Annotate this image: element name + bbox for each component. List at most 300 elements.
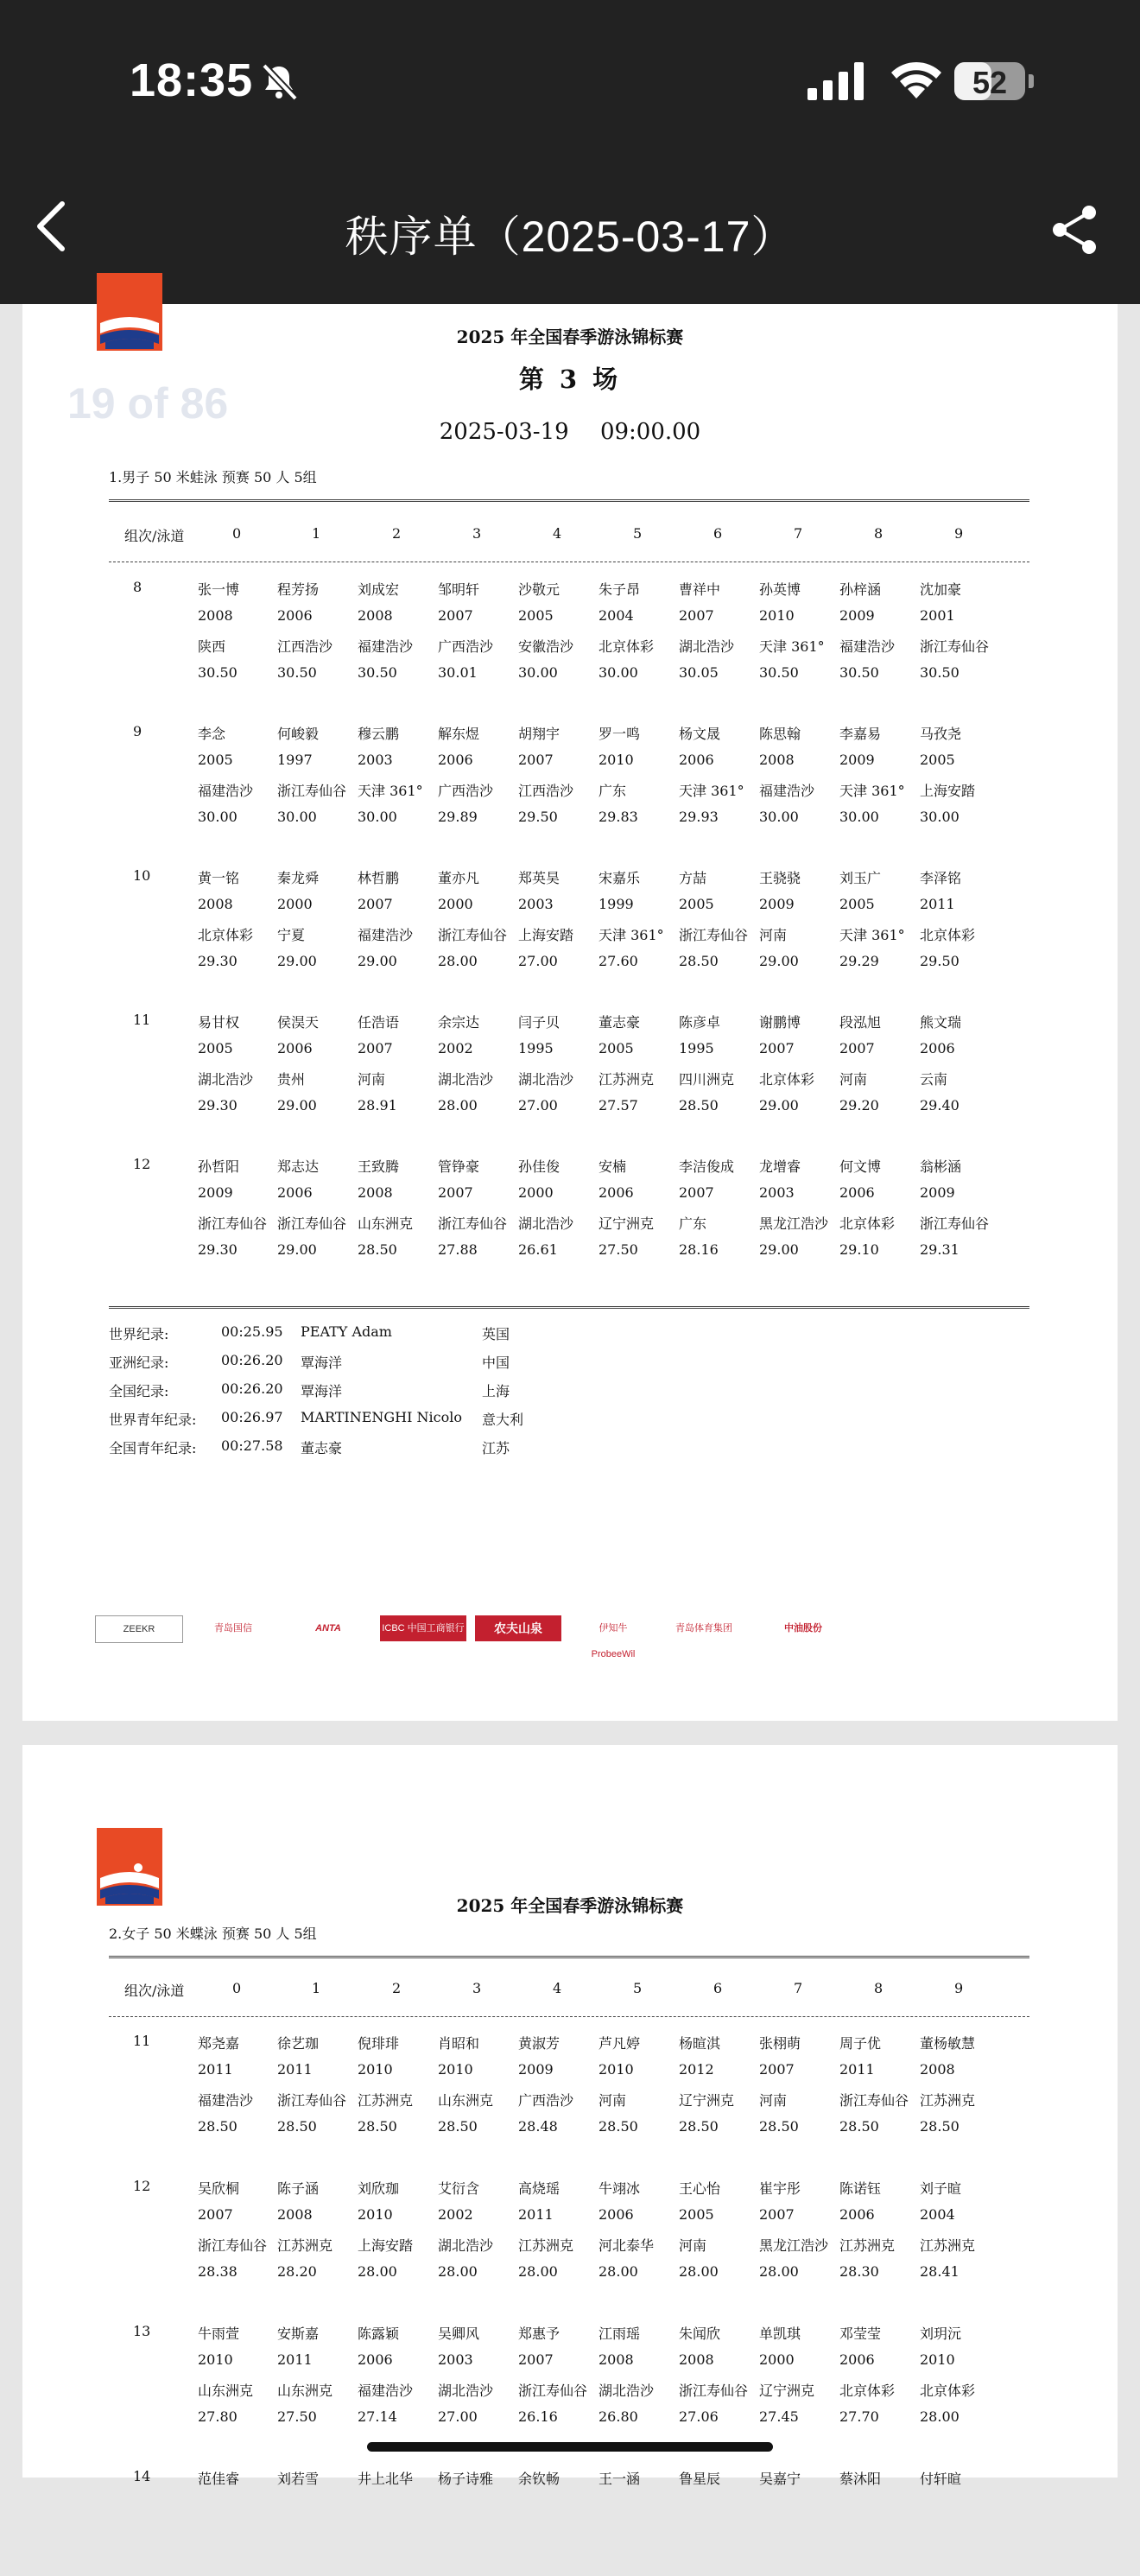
lane-number-7: 7 <box>794 525 803 542</box>
document-page-1 <box>22 304 1118 1721</box>
lane-1-swimmer-name: 刘若雪 <box>277 2471 320 2487</box>
lane-9-team: 江苏洲克 <box>920 2092 976 2109</box>
lane-1-birth-year: 2006 <box>277 1184 313 1201</box>
lane-7-entry-time: 30.00 <box>759 809 799 825</box>
lane-9-swimmer-name: 沈加豪 <box>920 581 962 598</box>
lane-2-swimmer-name: 穆云鹏 <box>358 726 400 742</box>
lane-8-swimmer-name: 陈诺钰 <box>839 2180 882 2197</box>
record-time: 00:27.58 <box>221 1437 283 1454</box>
lane-6-swimmer-name: 朱闻欣 <box>679 2325 721 2342</box>
lane-1-entry-time: 29.00 <box>277 1097 317 1114</box>
lane-0-entry-time: 29.30 <box>198 1097 238 1114</box>
lane-8-team: 北京体彩 <box>839 1215 896 1232</box>
lane-7-team: 黑龙江浩沙 <box>759 2237 829 2254</box>
lane-0-birth-year: 2008 <box>198 607 233 624</box>
lane-0-team: 北京体彩 <box>198 927 254 943</box>
record-type: 亚洲纪录: <box>109 1355 169 1371</box>
lane-9-team: 江苏洲克 <box>920 2237 976 2254</box>
record-time: 00:26.20 <box>221 1380 283 1397</box>
lane-5-team: 河南 <box>598 2092 627 2109</box>
sponsor-logo: ANTA <box>315 1623 341 1634</box>
lane-4-birth-year: 2003 <box>518 896 554 912</box>
lane-9-swimmer-name: 李泽铭 <box>920 870 962 886</box>
sponsor-logo: 青岛体育集团 <box>675 1623 732 1634</box>
lane-8-team: 天津 361° <box>839 927 905 943</box>
heat-12-birth-year-row <box>22 1184 1118 1207</box>
lane-6-entry-time: 28.16 <box>679 1241 719 1258</box>
lane-0-team: 陕西 <box>198 638 226 655</box>
lane-2-entry-time: 28.91 <box>358 1097 397 1114</box>
page-title: 秩序单（2025-03-17） <box>345 213 795 261</box>
heat-11-entry-time-row <box>22 2118 1118 2141</box>
lane-3-birth-year: 2002 <box>438 2206 473 2223</box>
lane-number-3: 3 <box>472 1980 482 1996</box>
lane-6-team: 河南 <box>679 2237 707 2254</box>
lane-6-entry-time: 28.50 <box>679 1097 719 1114</box>
record-holder: 董志豪 <box>301 1440 343 1456</box>
lane-9-entry-time: 30.50 <box>920 664 960 681</box>
dashed-rule <box>109 2016 1029 2017</box>
lane-3-entry-time: 30.01 <box>438 664 478 681</box>
header-heat-lane-label: 组次/泳道 <box>124 528 185 544</box>
lane-7-entry-time: 29.00 <box>759 953 799 969</box>
lane-5-birth-year: 2008 <box>598 2351 634 2368</box>
lane-9-entry-time: 28.00 <box>920 2408 960 2425</box>
lane-9-team: 北京体彩 <box>920 927 976 943</box>
lane-4-entry-time: 27.00 <box>518 953 558 969</box>
event-title: 2.女子 50 米蝶泳 预赛 50 人 5组 <box>109 1926 317 1942</box>
lane-7-birth-year: 2009 <box>759 896 795 912</box>
lane-9-birth-year: 2001 <box>920 607 955 624</box>
lane-0-entry-time: 27.80 <box>198 2408 238 2425</box>
record-holder: PEATY Adam <box>301 1323 392 1340</box>
record-country: 英国 <box>482 1326 510 1342</box>
lane-0-birth-year: 2007 <box>198 2206 233 2223</box>
lane-9-team: 上海安踏 <box>920 783 976 799</box>
lane-6-birth-year: 2005 <box>679 2206 714 2223</box>
lane-8-swimmer-name: 孙梓涵 <box>839 581 882 598</box>
sponsor-bar <box>95 1615 872 1659</box>
heat-9-entry-time-row <box>22 809 1118 831</box>
lane-1-entry-time: 27.50 <box>277 2408 317 2425</box>
heat-12-team-row <box>22 1213 1118 1235</box>
lane-6-birth-year: 2007 <box>679 1184 714 1201</box>
lane-6-team: 广东 <box>679 1215 707 1232</box>
lane-6-birth-year: 2006 <box>679 752 714 768</box>
record-type: 全国纪录: <box>109 1383 169 1399</box>
heat-12-birth-year-row <box>22 2206 1118 2229</box>
lane-1-team: 宁夏 <box>277 927 306 943</box>
lane-1-swimmer-name: 程芳扬 <box>277 581 320 598</box>
heat-9-swimmer-name-row <box>22 723 1118 746</box>
lane-0-entry-time: 30.00 <box>198 809 238 825</box>
lane-8-entry-time: 30.00 <box>839 809 879 825</box>
lane-2-birth-year: 2003 <box>358 752 393 768</box>
lane-7-birth-year: 2007 <box>759 1040 795 1056</box>
lane-0-entry-time: 29.30 <box>198 953 238 969</box>
lane-2-birth-year: 2008 <box>358 607 393 624</box>
lane-8-swimmer-name: 段泓旭 <box>839 1014 882 1031</box>
heat-12-entry-time-row <box>22 1241 1118 1264</box>
heat-11-team-row <box>22 2090 1118 2112</box>
heat-8-swimmer-name-row <box>22 579 1118 601</box>
lane-3-entry-time: 28.00 <box>438 953 478 969</box>
lane-4-team: 江西浩沙 <box>518 783 574 799</box>
lane-6-birth-year: 2005 <box>679 896 714 912</box>
lane-6-swimmer-name: 曹祥中 <box>679 581 721 598</box>
heat-14-birth-year-row <box>22 2497 1118 2519</box>
event-title: 1.男子 50 米蛙泳 预赛 50 人 5组 <box>109 469 317 485</box>
heat-number: 13 <box>133 2323 151 2339</box>
lane-3-team: 广西浩沙 <box>438 783 494 799</box>
heat-number: 11 <box>133 1012 151 1028</box>
lane-7-team: 福建浩沙 <box>759 783 815 799</box>
lane-2-swimmer-name: 王致腾 <box>358 1158 400 1175</box>
lane-2-entry-time: 27.14 <box>358 2408 397 2425</box>
lane-7-team: 辽宁洲克 <box>759 2382 815 2399</box>
lane-9-entry-time: 29.31 <box>920 1241 960 1258</box>
lane-5-entry-time: 28.50 <box>598 2118 638 2135</box>
lane-number-6: 6 <box>713 1980 723 1996</box>
lane-5-entry-time: 27.60 <box>598 953 638 969</box>
lane-1-team: 浙江寿仙谷 <box>277 1215 347 1232</box>
lane-7-entry-time: 30.50 <box>759 664 799 681</box>
lane-2-birth-year: 2010 <box>358 2061 393 2078</box>
record-country: 中国 <box>482 1355 510 1371</box>
lane-5-birth-year: 2005 <box>598 1040 634 1056</box>
lane-3-entry-time: 27.00 <box>438 2408 478 2425</box>
lane-7-birth-year: 2007 <box>759 2206 795 2223</box>
lane-0-entry-time: 28.38 <box>198 2263 238 2280</box>
lane-0-birth-year: 2011 <box>198 2061 233 2078</box>
lane-0-swimmer-name: 吴欣桐 <box>198 2180 240 2197</box>
heat-14-entry-time-row <box>22 2554 1118 2576</box>
lane-8-birth-year: 2006 <box>839 2206 875 2223</box>
lane-number-8: 8 <box>874 1980 884 1996</box>
record-holder: 覃海洋 <box>301 1355 343 1371</box>
lane-5-team: 江苏洲克 <box>598 1071 655 1088</box>
lane-4-birth-year: 2007 <box>518 2351 554 2368</box>
lane-3-entry-time: 28.50 <box>438 2118 478 2135</box>
lane-9-birth-year: 2005 <box>920 752 955 768</box>
lane-5-swimmer-name: 王一涵 <box>598 2471 641 2487</box>
lane-8-birth-year: 2009 <box>839 607 875 624</box>
lane-0-entry-time: 29.30 <box>198 1241 238 1258</box>
record-holder: 覃海洋 <box>301 1383 343 1399</box>
lane-3-team: 浙江寿仙谷 <box>438 1215 508 1232</box>
lane-1-entry-time: 30.50 <box>277 664 317 681</box>
heat-11-swimmer-name-row <box>22 2033 1118 2055</box>
lane-6-entry-time: 28.50 <box>679 2118 719 2135</box>
lane-7-team: 河南 <box>759 2092 788 2109</box>
lane-2-team: 河南 <box>358 1071 386 1088</box>
lane-0-entry-time: 28.50 <box>198 2118 238 2135</box>
lane-8-team: 江苏洲克 <box>839 2237 896 2254</box>
lane-8-swimmer-name: 邓莹莹 <box>839 2325 882 2342</box>
lane-1-birth-year: 2006 <box>277 1040 313 1056</box>
lane-7-swimmer-name: 陈思翰 <box>759 726 801 742</box>
lane-6-team: 浙江寿仙谷 <box>679 927 749 943</box>
lane-7-team: 河南 <box>759 927 788 943</box>
lane-5-entry-time: 27.50 <box>598 1241 638 1258</box>
heat-12-swimmer-name-row <box>22 1156 1118 1178</box>
lane-5-entry-time: 27.57 <box>598 1097 638 1114</box>
record-time: 00:25.95 <box>221 1323 283 1340</box>
status-time: 18:35 <box>130 54 254 106</box>
heat-10-entry-time-row <box>22 953 1118 975</box>
lane-9-swimmer-name: 刘子暄 <box>920 2180 962 2197</box>
record-type: 世界青年纪录: <box>109 1412 197 1428</box>
lane-4-birth-year: 2007 <box>518 752 554 768</box>
lane-3-team: 湖北浩沙 <box>438 2237 494 2254</box>
lane-6-entry-time: 28.00 <box>679 2263 719 2280</box>
lane-8-swimmer-name: 蔡沐阳 <box>839 2471 882 2487</box>
lane-7-entry-time: 27.45 <box>759 2408 799 2425</box>
heat-11-swimmer-name-row <box>22 1012 1118 1034</box>
lane-2-swimmer-name: 井上北华 <box>358 2471 414 2487</box>
lane-6-team: 辽宁洲克 <box>679 2092 735 2109</box>
lane-4-entry-time: 26.16 <box>518 2408 558 2425</box>
double-rule <box>109 1956 1029 1958</box>
heat-10-birth-year-row <box>22 896 1118 918</box>
lane-3-swimmer-name: 吴卿风 <box>438 2325 480 2342</box>
heat-9-birth-year-row <box>22 752 1118 774</box>
lane-2-team: 上海安踏 <box>358 2237 414 2254</box>
lane-3-entry-time: 29.89 <box>438 809 478 825</box>
record-time: 00:26.20 <box>221 1352 283 1368</box>
lane-7-entry-time: 29.00 <box>759 1241 799 1258</box>
header-heat-lane-label: 组次/泳道 <box>124 1983 185 1999</box>
lane-0-swimmer-name: 孙哲阳 <box>198 1158 240 1175</box>
lane-1-birth-year: 2011 <box>277 2351 313 2368</box>
lane-3-entry-time: 28.00 <box>438 1097 478 1114</box>
record-holder: MARTINENGHI Nicolo <box>301 1409 462 1425</box>
lane-9-team: 云南 <box>920 1071 948 1088</box>
lane-7-swimmer-name: 谢鹏博 <box>759 1014 801 1031</box>
lane-1-swimmer-name: 秦龙舜 <box>277 870 320 886</box>
lane-0-team: 浙江寿仙谷 <box>198 2237 268 2254</box>
lane-9-team: 浙江寿仙谷 <box>920 638 990 655</box>
lane-header-row <box>22 1980 1118 2002</box>
lane-4-entry-time: 27.00 <box>518 1097 558 1114</box>
lane-3-swimmer-name: 管铮豪 <box>438 1158 480 1175</box>
lane-3-team: 广西浩沙 <box>438 638 494 655</box>
lane-3-swimmer-name: 解东煜 <box>438 726 480 742</box>
lane-5-swimmer-name: 罗一鸣 <box>598 726 641 742</box>
lane-3-swimmer-name: 杨子诗雅 <box>438 2471 494 2487</box>
lane-4-team: 江苏洲克 <box>518 2237 574 2254</box>
lane-1-swimmer-name: 陈子涵 <box>277 2180 320 2197</box>
lane-8-team: 浙江寿仙谷 <box>839 2092 909 2109</box>
lane-number-4: 4 <box>553 1980 562 1996</box>
heat-10-team-row <box>22 924 1118 947</box>
heat-14-swimmer-name-row <box>22 2468 1118 2490</box>
lane-7-birth-year: 2000 <box>759 2351 795 2368</box>
double-rule <box>109 1306 1029 1309</box>
lane-2-team: 福建浩沙 <box>358 927 414 943</box>
lane-8-swimmer-name: 李嘉易 <box>839 726 882 742</box>
lane-2-entry-time: 28.50 <box>358 2118 397 2135</box>
lane-1-swimmer-name: 何峻毅 <box>277 726 320 742</box>
lane-5-team: 湖北浩沙 <box>598 2382 655 2399</box>
sponsor-logo: 中油股份 <box>784 1623 822 1634</box>
lane-2-team: 山东洲克 <box>358 1215 414 1232</box>
lane-8-birth-year: 2006 <box>839 1184 875 1201</box>
heat-number: 8 <box>133 579 142 595</box>
lane-2-swimmer-name: 刘成宏 <box>358 581 400 598</box>
lane-0-entry-time: 30.50 <box>198 664 238 681</box>
lane-9-birth-year: 2011 <box>920 896 955 912</box>
lane-7-swimmer-name: 崔宇彤 <box>759 2180 801 2197</box>
lane-5-team: 北京体彩 <box>598 638 655 655</box>
lane-2-birth-year: 2008 <box>358 1184 393 1201</box>
lane-8-entry-time: 29.10 <box>839 1241 879 1258</box>
lane-2-birth-year: 2006 <box>358 2351 393 2368</box>
lane-7-team: 北京体彩 <box>759 1071 815 1088</box>
sponsor-logo: 伊知牛 ProbeeWil <box>591 1623 636 1659</box>
sponsor-logo: 青岛国信 <box>214 1623 252 1634</box>
lane-7-swimmer-name: 吴嘉宁 <box>759 2471 801 2487</box>
double-rule <box>109 499 1029 502</box>
lane-8-birth-year: 2011 <box>839 2061 875 2078</box>
lane-4-birth-year: 2011 <box>518 2206 554 2223</box>
lane-4-swimmer-name: 高烧瑶 <box>518 2180 560 2197</box>
lane-2-birth-year: 2007 <box>358 896 393 912</box>
lane-3-birth-year: 2007 <box>438 607 473 624</box>
lane-0-birth-year: 2010 <box>198 2351 233 2368</box>
app-header <box>0 0 1140 304</box>
lane-7-swimmer-name: 单凯琪 <box>759 2325 801 2342</box>
lane-4-team: 安徽浩沙 <box>518 638 574 655</box>
share-button[interactable] <box>1049 204 1101 260</box>
lane-2-team: 福建浩沙 <box>358 638 414 655</box>
lane-1-entry-time: 29.00 <box>277 1241 317 1258</box>
lane-0-team: 山东洲克 <box>198 2382 254 2399</box>
lane-3-team: 湖北浩沙 <box>438 2382 494 2399</box>
lane-0-swimmer-name: 牛雨萱 <box>198 2325 240 2342</box>
lane-1-entry-time: 30.00 <box>277 809 317 825</box>
record-country: 上海 <box>482 1383 510 1399</box>
lane-5-entry-time: 26.80 <box>598 2408 638 2425</box>
battery-percent: 52 <box>972 65 1008 100</box>
lane-5-entry-time: 28.00 <box>598 2263 638 2280</box>
record-time: 00:26.97 <box>221 1409 283 1425</box>
lane-1-birth-year: 1997 <box>277 752 313 768</box>
lane-0-team: 福建浩沙 <box>198 783 254 799</box>
lane-9-entry-time: 29.50 <box>920 953 960 969</box>
lane-7-birth-year: 2010 <box>759 607 795 624</box>
heat-13-swimmer-name-row <box>22 2323 1118 2345</box>
heat-number: 12 <box>133 2178 151 2194</box>
sponsor-logo: 农夫山泉 <box>475 1615 561 1641</box>
lane-4-team: 上海安踏 <box>518 927 574 943</box>
lane-3-birth-year: 2003 <box>438 2351 473 2368</box>
lane-6-swimmer-name: 鲁星辰 <box>679 2471 721 2487</box>
lane-3-team: 山东洲克 <box>438 2092 494 2109</box>
lane-9-team: 浙江寿仙谷 <box>920 1215 990 1232</box>
heat-number: 9 <box>133 723 142 739</box>
lane-8-birth-year: 2006 <box>839 2351 875 2368</box>
battery-cap <box>1029 74 1034 88</box>
lane-0-swimmer-name: 郑尧嘉 <box>198 2035 240 2052</box>
lane-4-swimmer-name: 胡翔宇 <box>518 726 560 742</box>
heat-10-swimmer-name-row <box>22 867 1118 890</box>
lane-2-swimmer-name: 陈露颖 <box>358 2325 400 2342</box>
lane-1-entry-time: 28.50 <box>277 2118 317 2135</box>
lane-8-team: 天津 361° <box>839 783 905 799</box>
lane-9-birth-year: 2009 <box>920 1184 955 1201</box>
lane-1-team: 江苏洲克 <box>277 2237 333 2254</box>
lane-number-4: 4 <box>553 525 562 542</box>
lane-3-birth-year: 2010 <box>438 2061 473 2078</box>
lane-5-swimmer-name: 江雨瑶 <box>598 2325 641 2342</box>
lane-6-swimmer-name: 方喆 <box>679 870 707 886</box>
lane-0-birth-year: 2005 <box>198 1040 233 1056</box>
lane-4-swimmer-name: 沙敬元 <box>518 581 560 598</box>
lane-6-entry-time: 28.50 <box>679 953 719 969</box>
lane-8-entry-time: 27.70 <box>839 2408 879 2425</box>
lane-9-swimmer-name: 刘玥沅 <box>920 2325 962 2342</box>
lane-5-entry-time: 30.00 <box>598 664 638 681</box>
lane-1-birth-year: 2006 <box>277 607 313 624</box>
lane-header-row <box>22 525 1118 548</box>
lane-7-entry-time: 28.50 <box>759 2118 799 2135</box>
lane-2-swimmer-name: 刘欣珈 <box>358 2180 400 2197</box>
lane-1-swimmer-name: 徐艺珈 <box>277 2035 320 2052</box>
lane-1-team: 山东洲克 <box>277 2382 333 2399</box>
lane-8-swimmer-name: 何文博 <box>839 1158 882 1175</box>
lane-2-entry-time: 30.00 <box>358 809 397 825</box>
lane-5-swimmer-name: 朱子昂 <box>598 581 641 598</box>
lane-6-team: 天津 361° <box>679 783 744 799</box>
lane-6-swimmer-name: 李洁俊成 <box>679 1158 735 1175</box>
lane-0-swimmer-name: 范佳睿 <box>198 2471 240 2487</box>
lane-4-entry-time: 26.61 <box>518 1241 558 1258</box>
lane-3-swimmer-name: 艾衍含 <box>438 2180 480 2197</box>
record-type: 全国青年纪录: <box>109 1440 197 1456</box>
lane-5-team: 河北泰华 <box>598 2237 655 2254</box>
lane-3-birth-year: 2000 <box>438 896 473 912</box>
lane-9-team: 北京体彩 <box>920 2382 976 2399</box>
lane-5-entry-time: 29.83 <box>598 809 638 825</box>
heat-number: 14 <box>133 2468 151 2484</box>
lane-9-entry-time: 30.00 <box>920 809 960 825</box>
lane-9-swimmer-name: 翁彬涵 <box>920 1158 962 1175</box>
lane-1-swimmer-name: 安斯嘉 <box>277 2325 320 2342</box>
lane-7-swimmer-name: 张栩萌 <box>759 2035 801 2052</box>
lane-0-team: 湖北浩沙 <box>198 1071 254 1088</box>
lane-7-swimmer-name: 王骁骁 <box>759 870 801 886</box>
lane-number-1: 1 <box>312 1980 321 1996</box>
lane-9-birth-year: 2006 <box>920 1040 955 1056</box>
lane-2-swimmer-name: 林哲鹏 <box>358 870 400 886</box>
lane-8-entry-time: 29.20 <box>839 1097 879 1114</box>
share-icon <box>1049 204 1101 256</box>
lane-5-birth-year: 2010 <box>598 2061 634 2078</box>
sponsor-logo: ICBC 中国工商银行 <box>380 1615 466 1641</box>
lane-8-team: 北京体彩 <box>839 2382 896 2399</box>
lane-4-swimmer-name: 余钦畅 <box>518 2471 560 2487</box>
heat-8-team-row <box>22 636 1118 658</box>
lane-8-swimmer-name: 刘玉广 <box>839 870 882 886</box>
lane-7-swimmer-name: 孙英博 <box>759 581 801 598</box>
heat-12-team-row <box>22 2235 1118 2257</box>
lane-8-swimmer-name: 周子优 <box>839 2035 882 2052</box>
lane-5-swimmer-name: 宋嘉乐 <box>598 870 641 886</box>
lane-0-team: 浙江寿仙谷 <box>198 1215 268 1232</box>
heat-13-birth-year-row <box>22 2351 1118 2374</box>
lane-4-entry-time: 30.00 <box>518 664 558 681</box>
